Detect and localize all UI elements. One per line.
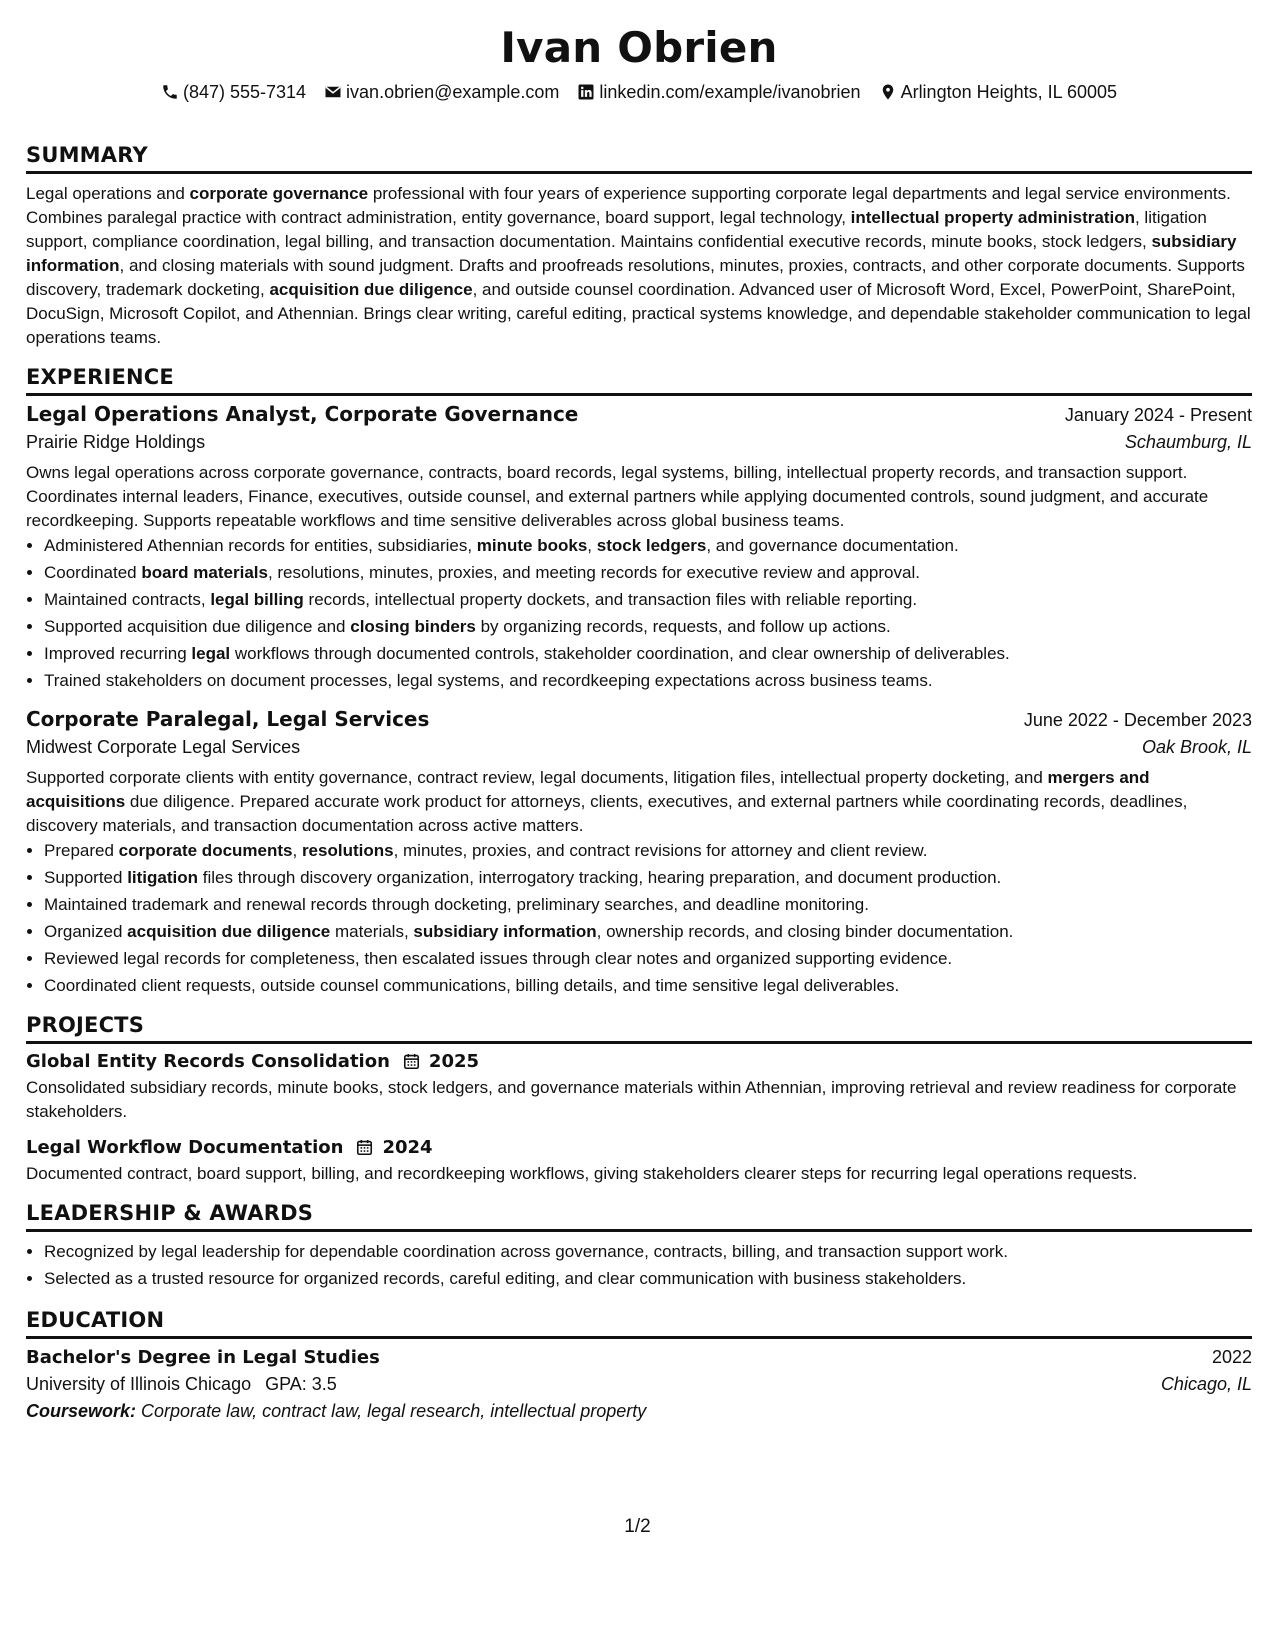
summary-text: , litigation support, compliance coordination, legal billing, and transaction documentation. Maintains confidential executive records, minute books, stock ledgers, xyxy=(26,208,1207,251)
page-number: 1/2 xyxy=(624,1516,651,1537)
candidate-name: Ivan Obrien xyxy=(500,23,778,72)
contact-location xyxy=(879,80,1117,104)
bullet-keyword: subsidiary information xyxy=(413,922,597,941)
list-item xyxy=(44,561,1252,585)
list-item xyxy=(44,866,1252,890)
project-date xyxy=(402,1051,479,1072)
bullet-text: Supported xyxy=(44,868,128,887)
job-subheader xyxy=(26,432,1252,453)
project-header xyxy=(26,1051,1252,1072)
project-title: Legal Workflow Documentation xyxy=(26,1137,344,1158)
job-entry xyxy=(26,402,1252,693)
job-dates: January 2024 - Present xyxy=(1064,405,1252,425)
bullet-text: by organizing records, requests, and follow up actions. xyxy=(475,617,891,636)
summary-keyword: corporate governance xyxy=(189,184,369,203)
bullet-text: , ownership records, and closing binder documentation. xyxy=(596,922,1014,941)
linkedin-link[interactable]: linkedin.com/example/ivanobrien xyxy=(599,82,861,102)
list-item xyxy=(44,920,1252,944)
experience-heading: EXPERIENCE xyxy=(26,364,1252,396)
projects-heading: PROJECTS xyxy=(26,1012,1252,1044)
education-header xyxy=(26,1347,1252,1368)
contact-phone xyxy=(161,80,306,104)
bullet-text: , resolutions, minutes, proxies, and meeting records for executive review and approval. xyxy=(267,563,920,582)
gpa: GPA: 3.5 xyxy=(265,1374,337,1394)
list-item xyxy=(44,588,1252,612)
contact-email[interactable] xyxy=(324,80,559,104)
summary-keyword: subsidiary information xyxy=(26,232,1237,275)
project-description: Consolidated subsidiary records, minute books, stock ledgers, and governance materials within Athennian, improving retrieval and review readiness for corporate stakeholders. xyxy=(26,1078,1237,1121)
job-header xyxy=(26,707,1252,731)
list-item: • Reviewed legal records for completeness, then escalated issues through clear notes and organized supporting evidence. xyxy=(44,947,1252,971)
description-text: Supported corporate clients with entity governance, contract review, legal documents, litigation files, intellectual property docketing, and xyxy=(26,768,1048,787)
calendar-icon xyxy=(355,1138,374,1157)
bullet-keyword: legal billing xyxy=(210,590,304,609)
job-company: Midwest Corporate Legal Services xyxy=(26,737,301,757)
description-text: due diligence. Prepared accurate work product for attorneys, clients, executives, and external partners while coordinating records, deadlines, discovery materials, and transaction documentation across active matters. xyxy=(26,792,1188,835)
project-entry xyxy=(26,1137,1252,1186)
bullet-text: records, intellectual property dockets, and transaction files with reliable reporting. xyxy=(303,590,918,609)
list-item: • Maintained trademark and renewal records through docketing, preliminary searches, and deadline monitoring. xyxy=(44,893,1252,917)
bullet-keyword: minute books xyxy=(476,536,588,555)
leadership-list xyxy=(26,1240,1252,1291)
list-item xyxy=(44,615,1252,639)
job-bullets xyxy=(26,839,1252,998)
degree-title: Bachelor's Degree in Legal Studies xyxy=(26,1347,380,1368)
bullet-keyword: corporate documents xyxy=(118,841,293,860)
bullet-text: Administered Athennian records for entities, subsidiaries, xyxy=(44,536,477,555)
job-subheader xyxy=(26,737,1252,758)
bullet-text: , and governance documentation. xyxy=(706,536,959,555)
bullet-text: , minutes, proxies, and contract revisions for attorney and client review. xyxy=(393,841,928,860)
job-entry xyxy=(26,707,1252,998)
education-entry xyxy=(26,1347,1252,1422)
education-subheader xyxy=(26,1374,1252,1395)
project-header xyxy=(26,1137,1252,1158)
leadership-heading: LEADERSHIP & AWARDS xyxy=(26,1200,1252,1232)
list-item xyxy=(44,534,1252,558)
job-location: Schaumburg, IL xyxy=(1124,432,1252,452)
school-info xyxy=(26,1374,337,1395)
summary-text: , and outside counsel coordination. Advanced user of Microsoft Word, Excel, PowerPoint, SharePoint, DocuSign, Microsoft Copilot, and Athennian. Brings clear writing, careful editing, practical systems knowledge, and dependable stakeholder communication to legal operations teams. xyxy=(26,280,1251,347)
bullet-text: Coordinated xyxy=(44,563,142,582)
job-description: Owns legal operations across corporate governance, contracts, board records, legal systems, billing, intellectual property records, and transaction support. Coordinates internal leaders, Finance, executives, outside counsel, and external partners while applying documented controls, sound judgment, and accurate recordkeeping. Supports repeatable workflows and time sensitive deliverables across global business teams. xyxy=(26,463,1209,530)
linkedin-icon xyxy=(577,83,595,101)
project-description: Documented contract, board support, billing, and recordkeeping workflows, giving stakeholders clearer steps for recurring legal operations requests. xyxy=(26,1164,1138,1183)
bullet-text: materials, xyxy=(330,922,414,941)
bullet-text: workflows through documented controls, stakeholder coordination, and clear ownership of deliverables. xyxy=(230,644,1010,663)
job-company: Prairie Ridge Holdings xyxy=(26,432,206,452)
bullet-text: Prepared xyxy=(44,841,119,860)
bullet-keyword: closing binders xyxy=(350,617,476,636)
job-description xyxy=(26,766,1252,838)
list-item: • Recognized by legal leadership for dependable coordination across governance, contracts, billing, and transaction support work. xyxy=(44,1240,1252,1264)
calendar-icon xyxy=(402,1052,421,1071)
school-name: University of Illinois Chicago xyxy=(26,1374,252,1394)
education-heading: EDUCATION xyxy=(26,1307,1252,1339)
bullet-text: Organized xyxy=(44,922,128,941)
bullet-keyword: resolutions xyxy=(301,841,394,860)
phone-icon xyxy=(161,83,179,101)
summary-text: , and closing materials with sound judgment. Drafts and proofreads resolutions, minutes, proxies, contracts, and other corporate documents. Supports discovery, trademark docketing, xyxy=(26,256,1245,299)
job-header xyxy=(26,402,1252,426)
project-entry xyxy=(26,1051,1252,1124)
email-link[interactable]: ivan.obrien@example.com xyxy=(346,82,560,102)
job-dates: June 2022 - December 2023 xyxy=(1023,710,1252,730)
bullet-text: , xyxy=(587,536,597,555)
project-year: 2024 xyxy=(382,1137,433,1158)
bullet-keyword: board materials xyxy=(141,563,268,582)
list-item: • Trained stakeholders on document processes, legal systems, and recordkeeping expectations across business teams. xyxy=(44,669,1252,693)
summary-keyword: intellectual property administration xyxy=(850,208,1135,227)
summary-paragraph xyxy=(26,182,1252,350)
project-year: 2025 xyxy=(428,1051,480,1072)
phone-text: (847) 555-7314 xyxy=(182,82,307,102)
bullet-keyword: legal xyxy=(191,644,231,663)
contact-bar xyxy=(26,80,1252,104)
description-keyword: mergers and acquisitions xyxy=(26,768,1150,811)
project-title: Global Entity Records Consolidation xyxy=(26,1051,390,1072)
summary-text: professional with four years of experience supporting corporate legal departments and legal service environments. Combines paralegal practice with contract administration, entity governance, board support, legal technology, xyxy=(26,184,1231,227)
bullet-text: files through discovery organization, interrogatory tracking, hearing preparation, and document production. xyxy=(198,868,1002,887)
bullet-keyword: acquisition due diligence xyxy=(127,922,331,941)
summary-keyword: acquisition due diligence xyxy=(269,280,473,299)
bullet-text: Supported acquisition due diligence and xyxy=(44,617,351,636)
job-title: Corporate Paralegal, Legal Services xyxy=(26,707,430,731)
coursework-text: Corporate law, contract law, legal research, intellectual property xyxy=(136,1401,647,1421)
resume-page xyxy=(26,0,1252,1422)
list-item xyxy=(44,642,1252,666)
job-bullets xyxy=(26,534,1252,693)
school-location: Chicago, IL xyxy=(1160,1374,1252,1394)
job-location: Oak Brook, IL xyxy=(1141,737,1252,757)
bullet-keyword: stock ledgers xyxy=(596,536,707,555)
coursework-label: Coursework: xyxy=(26,1401,137,1421)
graduation-year: 2022 xyxy=(1211,1347,1252,1367)
bullet-text: , xyxy=(292,841,302,860)
summary-text: Legal operations and xyxy=(26,184,190,203)
list-item: • Selected as a trusted resource for organized records, careful editing, and clear communication with business stakeholders. xyxy=(44,1267,1252,1291)
list-item xyxy=(44,839,1252,863)
bullet-keyword: litigation xyxy=(127,868,199,887)
map-pin-icon xyxy=(879,83,897,101)
bullet-text: Maintained contracts, xyxy=(44,590,211,609)
summary-heading: SUMMARY xyxy=(26,142,1252,174)
project-date xyxy=(355,1137,432,1158)
location-text: Arlington Heights, IL 60005 xyxy=(900,82,1118,102)
bullet-text: Improved recurring xyxy=(44,644,192,663)
contact-linkedin[interactable] xyxy=(577,80,860,104)
job-title: Legal Operations Analyst, Corporate Governance xyxy=(26,402,579,426)
coursework xyxy=(26,1401,1252,1422)
envelope-icon xyxy=(324,83,342,101)
list-item: • Coordinated client requests, outside counsel communications, billing details, and time sensitive legal deliverables. xyxy=(44,974,1252,998)
